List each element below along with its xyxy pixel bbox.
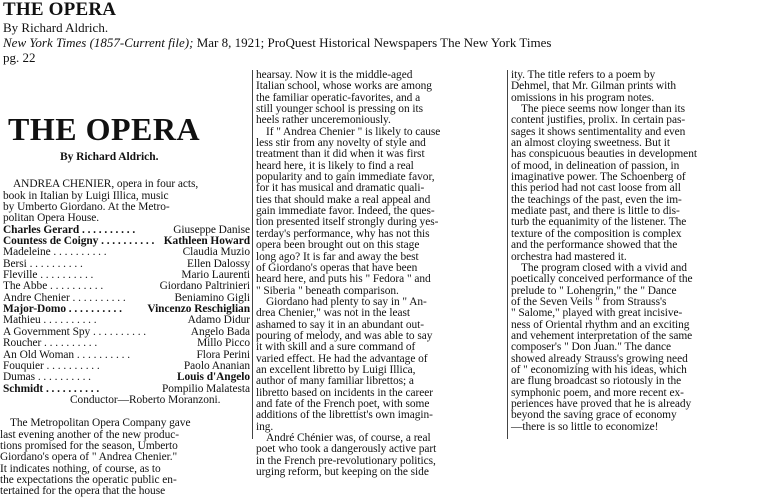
text-line: Italian school, whose works are among (256, 80, 432, 93)
text-line: the familiar operatic-favorites, and a (256, 91, 421, 104)
text-line: Giordano had plenty to say in " An- (266, 295, 427, 308)
text-line: The program closed with a vivid and (521, 261, 687, 274)
text-line: book in Italian by Luigi Illica, music (3, 189, 169, 202)
cast-singer: Kathleen Howard (163, 235, 250, 248)
cast-singer: Giordano Paltrinieri (159, 280, 250, 293)
cast-singer: Ellen Dalossy (187, 257, 250, 270)
citation-publication: New York Times (1857-Current file); (3, 35, 194, 50)
text-line: an excellent libretto by Luigi Illica, (256, 363, 416, 376)
text-line: ties that should make a real appeal and (256, 193, 431, 206)
text-line: hearsay. Now it is the middle-aged (256, 69, 413, 81)
column-1 (0, 70, 250, 498)
cast-role: An Old Woman . . . . . . . . . . (3, 348, 130, 361)
text-line: showed already Strauss's growing need (511, 352, 688, 365)
text-line: ing. (256, 420, 274, 433)
cast-singer: Pompilio Malatesta (161, 382, 250, 395)
text-line: are flung broadcast so riotously in the (511, 375, 682, 388)
cast-singer: Adamo Didur (187, 314, 250, 327)
column-divider (507, 70, 508, 439)
text-line: gain immediate favor. Indeed, the ques- (256, 205, 435, 218)
text-line: pouring of melody, and was able to say (256, 329, 433, 342)
text-line: this period had not cast loose from all (511, 182, 681, 195)
cast-singer: Claudia Muzio (182, 246, 250, 259)
text-line: of the Seven Veils " from Strauss's (511, 295, 667, 308)
text-line: content justifies, prolix. In certain pas- (511, 114, 686, 127)
cast-singer: Vincenzo Reschiglian (147, 303, 250, 316)
text-line: The Metropolitan Opera Company gave (10, 417, 191, 430)
text-line: heard here, it is likely to find a real (256, 159, 414, 172)
cast-role: Countess de Coigny . . . . . . . . . . (3, 235, 155, 248)
text-line: The piece seems now longer than its (521, 103, 685, 116)
text-line: prelude to " Lohengrin," the " Dance (511, 284, 677, 297)
cast-role: Fouquier . . . . . . . . . . (3, 359, 100, 372)
text-line: an almost cloying sweetness. But it (511, 137, 670, 150)
cast-singer: Flora Perini (196, 348, 250, 361)
citation-title: THE OPERA (3, 0, 117, 20)
text-line: Dehmel, that Mr. Gilman prints with (511, 80, 676, 93)
cast-singer: Mario Laurenti (181, 269, 250, 282)
text-line: mediate past, and there is little to dis- (511, 205, 680, 218)
text-line: still younger school is pressing on its (256, 103, 424, 116)
text-line: treatment than it did when it was first (256, 148, 425, 161)
cast-singer: Millo Picco (197, 337, 250, 350)
text-line: tion presented itself strongly during yes- (256, 216, 439, 229)
text-line: André Chénier was, of course, a real (266, 432, 431, 444)
text-line: by Umberto Giordano. At the Metro- (3, 201, 170, 214)
text-line: ANDREA CHENIER, opera in four acts, (13, 178, 199, 191)
text-line: it with skill and a sure command of (256, 341, 416, 354)
cast-role: Dumas . . . . . . . . . . (3, 371, 91, 384)
cast-role: A Government Spy . . . . . . . . . . (3, 325, 147, 338)
cast-role: Madeleine . . . . . . . . . . (3, 246, 107, 259)
column-divider (252, 70, 253, 439)
column-2 (256, 69, 503, 479)
text-line: Giordano's opera of " Andrea Chenier." (0, 451, 178, 464)
text-line: omissions in his program notes. (511, 91, 655, 104)
cast-row (3, 372, 250, 383)
text-line: —there is so little to economize! (511, 420, 659, 433)
text-line: " Siberia " beneath comparison. (256, 284, 399, 297)
text-line: the teachings of the past, even the im- (511, 193, 682, 206)
citation-header (3, 0, 763, 65)
text-line: turb the equanimity of the listener. The (511, 216, 687, 229)
cast-role: Roucher . . . . . . . . . . (3, 337, 98, 350)
text-line: poet who took a dangerously active part (256, 443, 437, 456)
text-line: of mood, in delineation of passion, in (511, 159, 680, 172)
citation-source (3, 35, 763, 50)
cast-singer: Beniamino Gigli (174, 291, 250, 304)
text-line: of " economizing with his ideas, which (511, 363, 687, 376)
text-line: urging reform, but keeping on the side (256, 466, 429, 479)
text-line: orchestra had mastered it. (511, 250, 627, 263)
cast-role: Fleville . . . . . . . . . . (3, 269, 94, 282)
text-line: and the performance showed that the (511, 239, 678, 252)
column-3 (511, 70, 768, 439)
text-line: and vehement interpretation of the same (511, 329, 693, 342)
column-1-body (0, 418, 250, 497)
text-line: in the French pre-revolutionary politics, (256, 454, 436, 467)
newspaper-scan (0, 69, 770, 498)
text-line: for it has musical and dramatic quali- (256, 182, 425, 195)
text-line: symphonic poem, and more recent ex- (511, 386, 684, 399)
text-line: last evening another of the new produc- (0, 428, 179, 441)
article-byline: By Richard Aldrich. (60, 151, 159, 163)
article-headline: THE OPERA (8, 111, 201, 147)
text-line: of Giordano's operas that have been (256, 261, 418, 274)
text-line: beyond the saving grace of economy (511, 409, 677, 422)
text-line: " Salome," played with great incisive- (511, 307, 683, 320)
cast-role: The Abbe . . . . . . . . . . (3, 280, 104, 293)
cast-role: Schmidt . . . . . . . . . . (3, 382, 100, 395)
citation-author: By Richard Aldrich. (3, 20, 109, 35)
cast-singer: Paolo Ananian (183, 359, 250, 372)
text-line: If " Andrea Chenier " is likely to cause (266, 125, 441, 138)
text-line: It indicates nothing, of course, as to (0, 462, 161, 475)
text-line: popularity and to gain immediate favor, (256, 171, 435, 184)
text-line: long ago? It is far and away the best (256, 250, 419, 263)
citation-details: Mar 8, 1921; ProQuest Historical Newspapers The New York Times (196, 35, 552, 50)
text-line: sages it shows sentimentality and even (511, 125, 686, 138)
text-line: has conspicuous beauties in development (511, 148, 697, 161)
opera-credits (3, 179, 250, 224)
text-line: ness of Oriental rhythm and an exciting (511, 318, 690, 331)
text-line: drea Chenier," was not in the least (256, 307, 410, 320)
text-line: politan Opera House. (3, 212, 100, 225)
text-line: texture of the composition is complex (511, 227, 682, 240)
cast-role: Charles Gerard . . . . . . . . . . (3, 223, 136, 236)
cast-role: Bersi . . . . . . . . . . (3, 257, 83, 270)
text-line: ity. The title refers to a poem by (511, 69, 656, 81)
text-line: composer's " Don Juan." The dance (511, 341, 672, 354)
cast-row (3, 338, 250, 349)
text-line: heard here, and puts his " Fedora " and (256, 273, 431, 286)
text-line: imaginative power. The Schoenberg of (511, 171, 686, 184)
text-line: the expectations the operatic public en- (0, 473, 177, 486)
cast-role: Major-Domo . . . . . . . . . . (3, 303, 122, 316)
text-line: tertained for the opera that the house (0, 485, 166, 498)
text-line: author of many familiar librettos; a (256, 375, 414, 388)
text-line: ashamed to say it in an abundant out- (256, 318, 425, 331)
text-line: terday's performance, why has not this (256, 227, 430, 240)
text-line: and fate of the French poet, with some (256, 397, 430, 410)
cast-role: Mathieu . . . . . . . . . . (3, 314, 97, 327)
text-line: varied effect. He had the advantage of (256, 352, 428, 365)
text-line: additions of the librettist's own imagin- (256, 409, 433, 422)
conductor-line: Conductor—Roberto Moranzoni. (70, 393, 221, 406)
text-line: periences have proved that he is already (511, 397, 692, 410)
cast-singer: Giuseppe Danise (173, 223, 250, 236)
text-line: poetically conceived performance of the (511, 273, 693, 286)
cast-singer: Louis d'Angelo (176, 371, 250, 384)
citation-page: pg. 22 (3, 50, 36, 65)
text-line: heels rather unceremoniously. (256, 114, 391, 127)
text-line: tions promised for the season, Umberto (0, 439, 178, 452)
text-line: less stir from any novelty of style and (256, 137, 426, 150)
cast-list (3, 225, 250, 395)
cast-role: Andre Chenier . . . . . . . . . . (3, 291, 126, 304)
text-line: libretto based on incidents in the career (256, 386, 433, 399)
text-line: opera been brought out on this stage (256, 239, 420, 252)
cast-singer: Angelo Bada (190, 325, 250, 338)
